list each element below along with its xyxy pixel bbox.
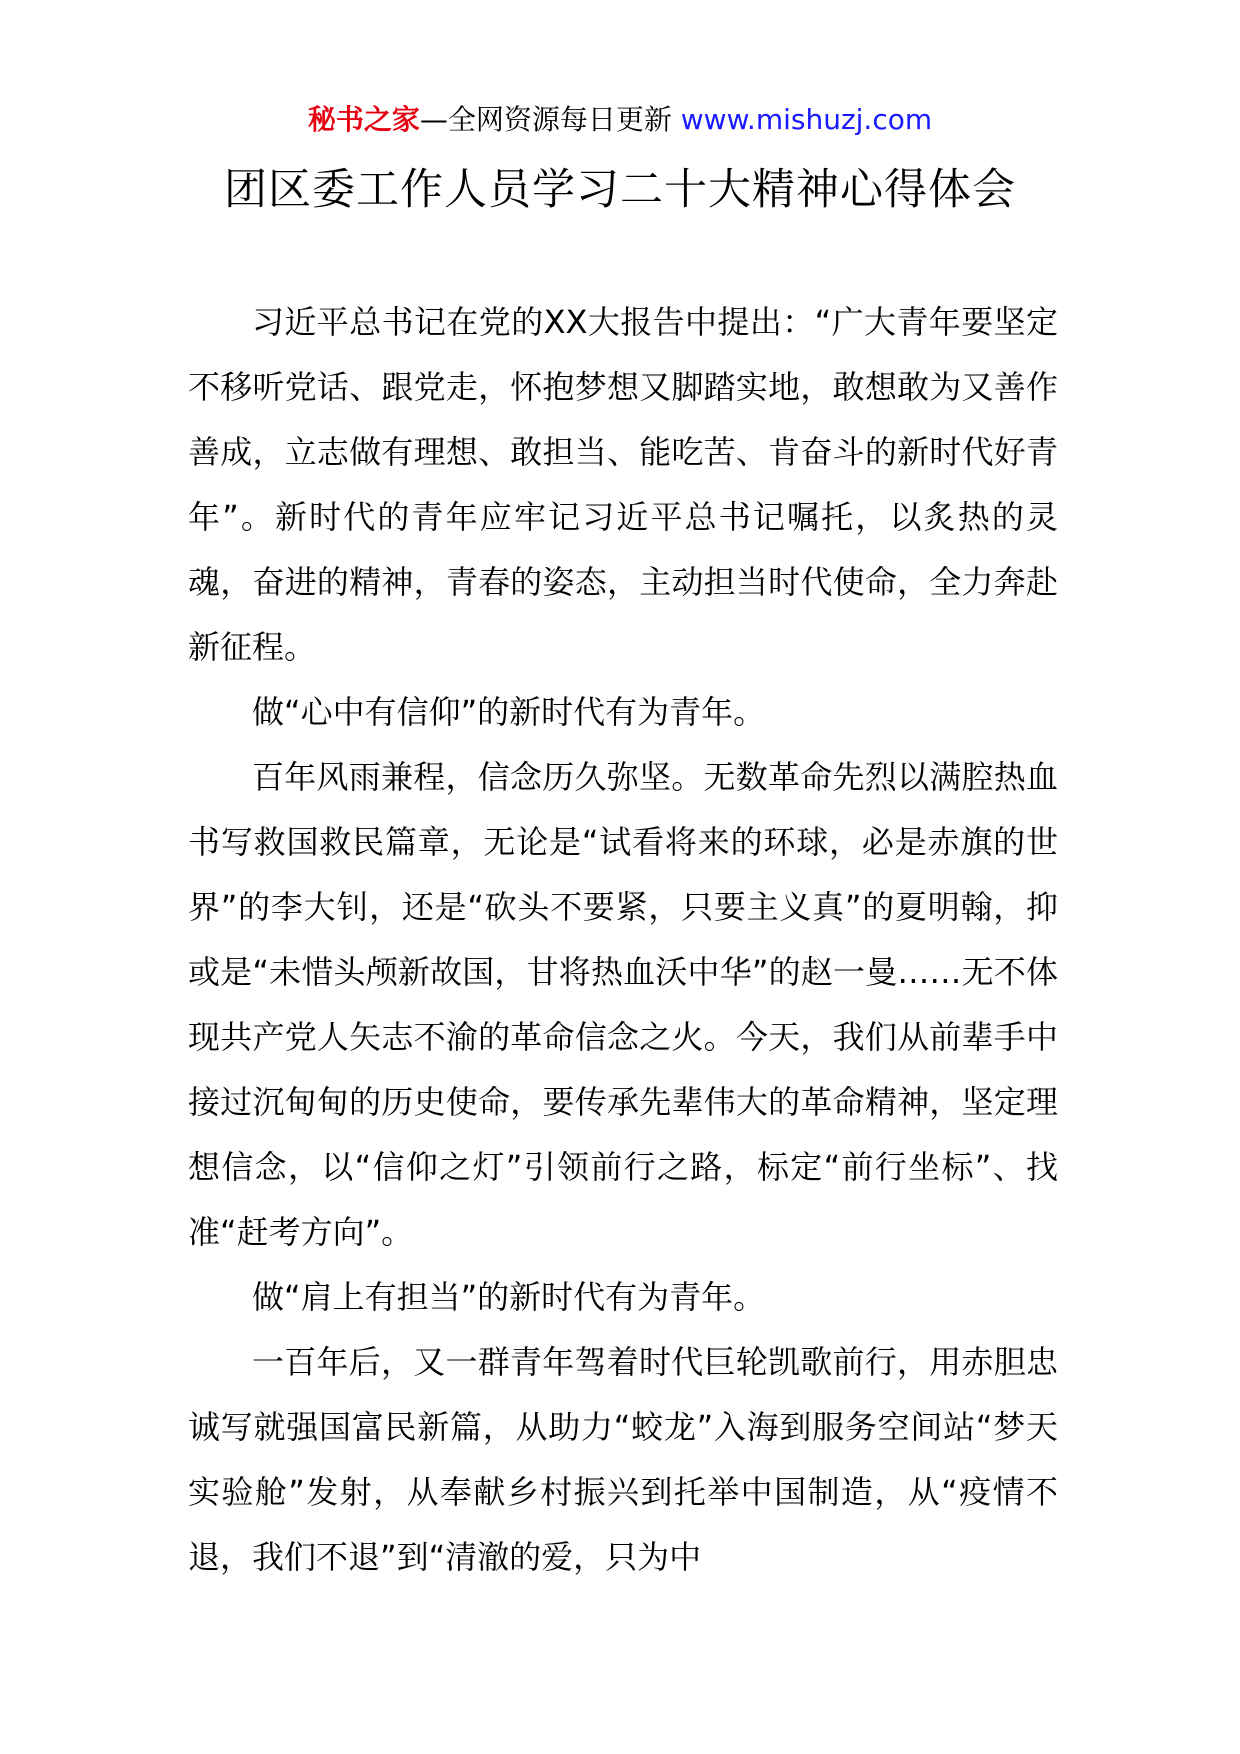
- paragraph-intro: 习近平总书记在党的XX大报告中提出：“广大青年要坚定不移听党话、跟党走，怀抱梦想又脚踏实地，敢想敢为又善作善成，立志做有理想、敢担当、能吃苦、肯奋斗的新时代好青年”。新时代的青年应牢记习近平总书记嘱托，以炙热的灵魂，奋进的精神，青春的姿态，主动担当时代使命，全力奔赴新征程。: [188, 303, 1058, 666]
- section-heading-responsibility: 做“肩上有担当”的新时代有为青年。: [252, 1278, 766, 1316]
- paragraph-faith: 百年风雨兼程，信念历久弥坚。无数革命先烈以满腔热血书写救国救民篇章，无论是“试看将来的环球，必是赤旗的世界”的李大钊，还是“砍头不要紧，只要主义真”的夏明翰，抑或是“未惜头颅新故国，甘将热血沃中华”的赵一曼……无不体现共产党人矢志不渝的革命信念之火。今天，我们从前辈手中接过沉甸甸的历史使命，要传承先辈伟大的革命精神，坚定理想信念，以“信仰之灯”引领前行之路，标定“前行坐标”、找准“赶考方向”。: [188, 758, 1058, 1251]
- site-brand: 秘书之家: [307, 103, 420, 136]
- site-slogan: —全网资源每日更新: [419, 103, 681, 136]
- paragraph-responsibility: 一百年后，又一群青年驾着时代巨轮凯歌前行，用赤胆忠诚写就强国富民新篇，从助力“蛟龙”入海到服务空间站“梦天实验舱”发射，从奉献乡村振兴到托举中国制造，从“疫情不退，我们不退”到“清澈的爱，只为中: [188, 1343, 1058, 1576]
- site-header: [0, 100, 1240, 140]
- document-title: 团区委工作人员学习二十大精神心得体会: [224, 165, 1016, 215]
- section-heading-faith: 做“心中有信仰”的新时代有为青年。: [252, 693, 766, 731]
- site-url: www.mishuzj.com: [680, 103, 933, 136]
- document-body: [188, 290, 1058, 1590]
